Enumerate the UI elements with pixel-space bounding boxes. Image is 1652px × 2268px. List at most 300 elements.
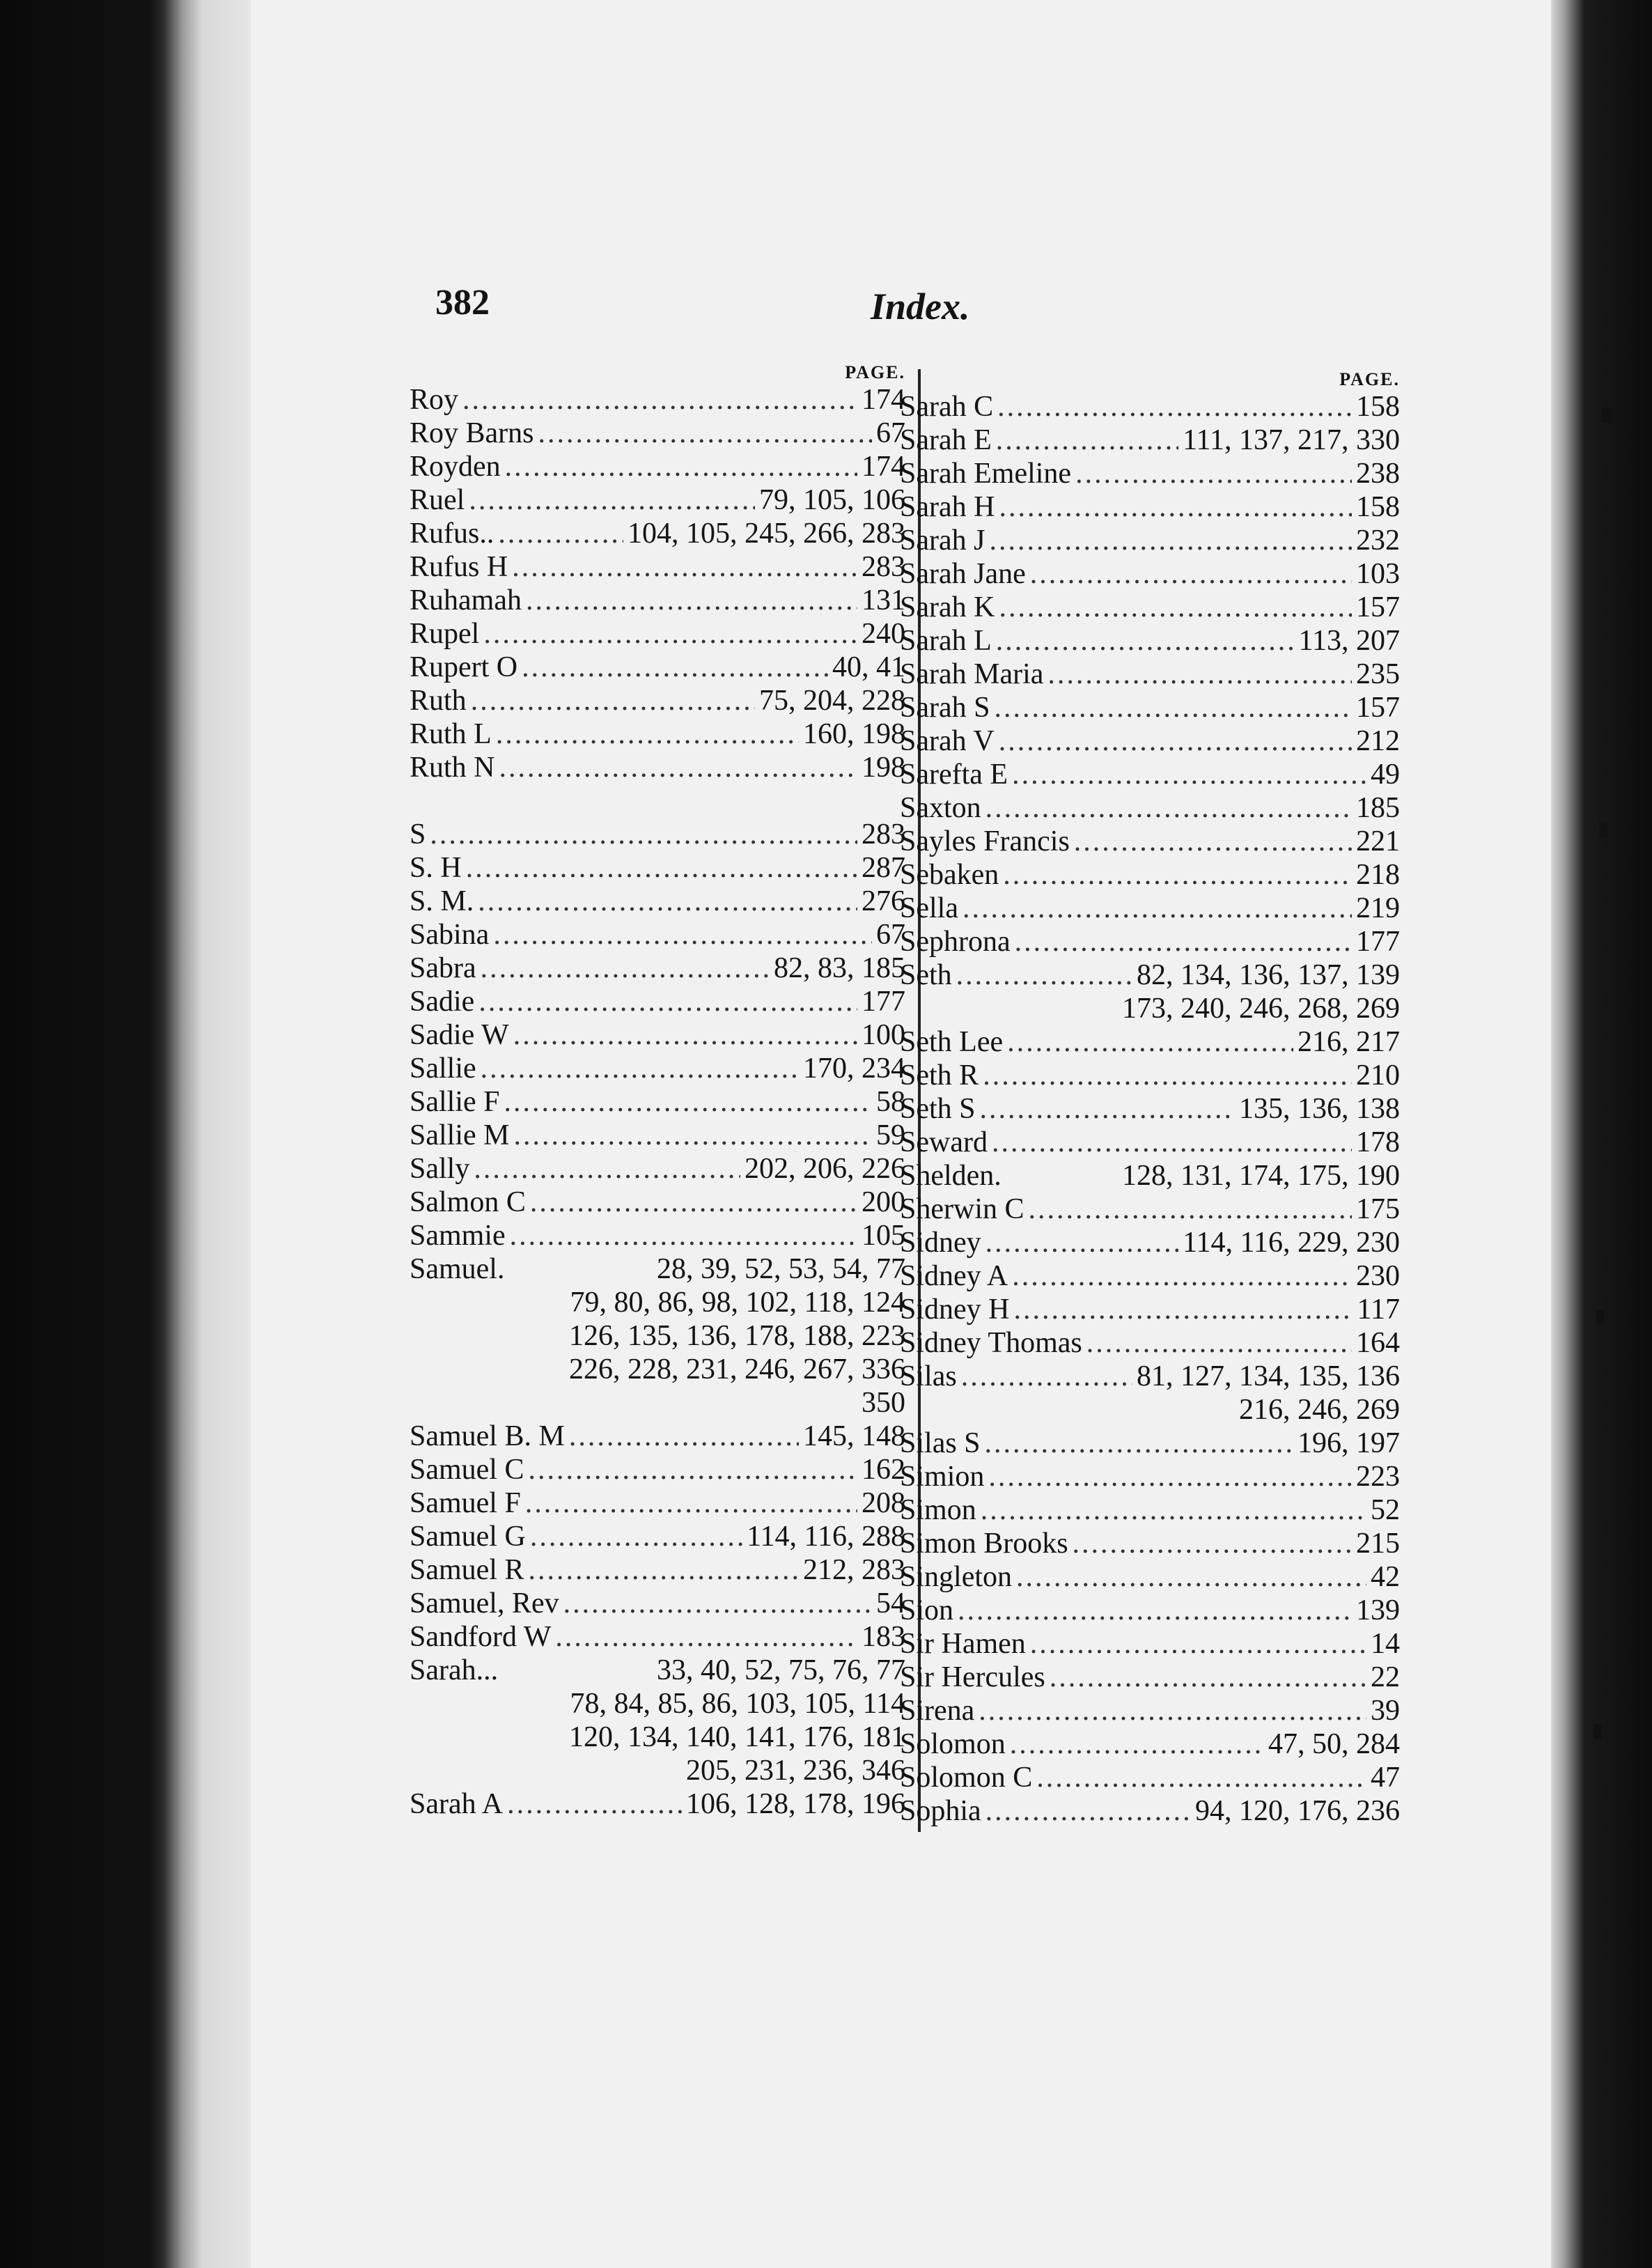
index-entry: [900, 1226, 1400, 1259]
dot-leader: [513, 1018, 857, 1052]
index-entry-name: Sadie W: [410, 1019, 509, 1051]
dot-leader: [478, 885, 857, 918]
index-entry-name: Sarefta E: [900, 759, 1008, 791]
index-continuation-line: [410, 1687, 905, 1721]
index-entry: [410, 1219, 905, 1252]
index-entry: [410, 1119, 905, 1152]
index-entry-name: Rupert O: [410, 651, 518, 683]
dot-leader: [963, 892, 1352, 925]
index-entry-name: Sir Hamen: [900, 1628, 1026, 1660]
index-entry-name: Samuel, Rev: [410, 1587, 559, 1620]
index-entry: [410, 651, 905, 684]
margin-mark: [1596, 1310, 1605, 1325]
index-entry: [900, 457, 1400, 490]
dot-leader: [507, 1787, 682, 1821]
index-entry-name: Sandford W: [410, 1621, 552, 1653]
index-entry: [900, 1360, 1400, 1393]
index-entry-name: Ruth L: [410, 718, 492, 750]
index-entry: [900, 1560, 1400, 1594]
index-entry: [410, 1252, 905, 1286]
dot-leader: [995, 691, 1353, 724]
index-page-refs: 240: [862, 618, 905, 650]
index-entry: [900, 557, 1400, 591]
index-entry-name: Sarah C: [900, 391, 994, 423]
index-page-refs: 158: [1356, 391, 1400, 423]
index-entry: [900, 1326, 1400, 1360]
index-entry-name: Sarah Emeline: [900, 458, 1072, 490]
dot-leader: [512, 550, 857, 584]
index-entry-name: Seth Lee: [900, 1026, 1004, 1058]
index-continuation-line: [410, 1386, 905, 1420]
index-page-refs: 170, 234: [803, 1053, 905, 1085]
index-page-refs: 33, 40, 52, 75, 76, 77: [657, 1654, 905, 1686]
index-page-refs: 226, 228, 231, 246, 267, 336: [569, 1353, 905, 1385]
dot-leader: [430, 818, 857, 851]
index-page-refs: 200: [862, 1186, 905, 1218]
dot-leader: [1030, 557, 1352, 591]
index-entry: [410, 751, 905, 784]
index-entry: [900, 1193, 1400, 1226]
index-entry-name: Sebaken: [900, 859, 999, 891]
dot-leader: [514, 1119, 873, 1152]
index-page-refs: 103: [1356, 558, 1400, 590]
dot-leader: [481, 1052, 799, 1085]
index-entry: [410, 985, 905, 1018]
index-entry: [410, 1520, 905, 1553]
index-entry: [410, 952, 905, 985]
index-entry: [900, 1794, 1400, 1828]
index-entry-name: Seth S: [900, 1093, 976, 1125]
index-entry: [900, 825, 1400, 858]
index-entry: [410, 1152, 905, 1186]
margin-mark: [1602, 407, 1610, 423]
index-page-refs: 157: [1356, 591, 1400, 623]
index-page-refs: 202, 206, 226: [745, 1153, 905, 1185]
index-entry-name: Ruel: [410, 484, 465, 516]
dot-leader: [992, 1126, 1352, 1159]
dot-leader: [499, 751, 857, 784]
index-page-refs: 75, 204, 228: [759, 685, 905, 717]
dot-leader: [1003, 858, 1352, 892]
index-page-refs: 94, 120, 176, 236: [1195, 1795, 1400, 1827]
index-continuation-line: [410, 1721, 905, 1754]
index-entry: [410, 684, 905, 717]
index-page-refs: 210: [1356, 1059, 1400, 1092]
index-entry-name: Rufus..: [410, 518, 494, 550]
index-entry-name: Sallie M: [410, 1119, 510, 1151]
dot-leader: [1036, 1761, 1366, 1794]
index-page-refs: 114, 116, 229, 230: [1183, 1227, 1400, 1259]
dot-leader: [1016, 1560, 1366, 1594]
index-entry: [900, 1727, 1400, 1761]
index-entry: [900, 390, 1400, 424]
dot-leader: [988, 1460, 1352, 1493]
index-entry: [410, 1654, 905, 1687]
dot-leader: [1007, 1025, 1293, 1059]
index-page-refs: 212, 283: [803, 1554, 905, 1586]
index-page-refs: 145, 148: [803, 1420, 905, 1452]
index-entry-name: Samuel F: [410, 1487, 521, 1519]
index-entry: [410, 851, 905, 885]
dot-leader: [985, 791, 1352, 825]
index-entry-name: Seth: [900, 959, 952, 991]
index-page-refs: 100: [862, 1019, 905, 1051]
index-entry-name: Rupel: [410, 618, 480, 650]
index-entry-name: Singleton: [900, 1561, 1013, 1593]
index-entry-name: Sarah Jane: [900, 558, 1026, 590]
book-edge-right: [1551, 0, 1652, 2268]
dot-leader: [1012, 758, 1366, 791]
index-entry: [900, 658, 1400, 691]
dot-leader: [999, 724, 1352, 758]
index-entry-name: Sayles Francis: [900, 825, 1070, 857]
index-entry-name: Sidney H: [900, 1294, 1010, 1326]
index-entry: [410, 483, 905, 517]
index-entry-name: Ruth: [410, 685, 467, 717]
page-column-heading: PAGE.: [845, 362, 905, 382]
index-page-refs: 177: [862, 986, 905, 1018]
index-entry: [900, 691, 1400, 724]
index-page-refs: 219: [1356, 892, 1400, 924]
index-entry: [410, 1620, 905, 1654]
dot-leader: [569, 1420, 799, 1453]
index-entry: [410, 1186, 905, 1219]
index-entry: [900, 1126, 1400, 1159]
index-page-refs: 173, 240, 246, 268, 269: [1122, 993, 1400, 1025]
index-page-refs: 238: [1356, 458, 1400, 490]
index-page-refs: 120, 134, 140, 141, 176, 181: [569, 1721, 905, 1753]
index-page-refs: 81, 127, 134, 135, 136: [1137, 1360, 1400, 1392]
index-page-refs: 283: [862, 551, 905, 583]
index-entry-name: Sabina: [410, 919, 490, 951]
index-entry: [410, 1018, 905, 1052]
dot-leader: [510, 1219, 857, 1252]
index-entry: [900, 1594, 1400, 1627]
index-entry: [410, 1486, 905, 1520]
index-entry-name: Seth R: [900, 1059, 979, 1092]
index-page-refs: 216, 246, 269: [1239, 1394, 1400, 1426]
index-entry-name: Sammie: [410, 1220, 506, 1252]
index-entry-name: Samuel R: [410, 1554, 524, 1586]
index-entry-name: Sarah V: [900, 725, 995, 757]
index-continuation-line: [410, 1286, 905, 1319]
index-entry-name: Sephrona: [900, 926, 1011, 958]
dot-leader: [529, 1453, 858, 1486]
dot-leader: [555, 1620, 857, 1654]
index-page-refs: 139: [1356, 1594, 1400, 1626]
index-entry-name: Simion: [900, 1461, 985, 1493]
dot-leader: [985, 1794, 1191, 1828]
index-entry-name: Salmon C: [410, 1186, 526, 1218]
index-column-left: [410, 362, 905, 1821]
dot-leader: [979, 1694, 1366, 1727]
dot-leader: [985, 1226, 1178, 1259]
index-entry-name: Sirena: [900, 1695, 975, 1727]
dot-leader: [996, 624, 1295, 658]
dot-leader: [522, 651, 828, 684]
index-entry-name: Sarah L: [900, 625, 992, 657]
index-entry-name: Simon Brooks: [900, 1528, 1068, 1560]
index-entry: [900, 1460, 1400, 1493]
index-page-refs: 157: [1356, 692, 1400, 724]
index-entry: [900, 1159, 1400, 1193]
dot-leader: [956, 958, 1132, 992]
index-entry-name: Saxton: [900, 792, 981, 824]
index-page-refs: 287: [862, 852, 905, 884]
index-entry: [410, 1553, 905, 1587]
page-number: 382: [435, 283, 490, 323]
index-entry-name: Silas S: [900, 1427, 981, 1459]
index-entry: [410, 1453, 905, 1486]
dot-leader: [474, 1152, 740, 1186]
dot-leader: [526, 584, 857, 617]
dot-leader: [1073, 1527, 1352, 1560]
index-page-refs: 82, 83, 185: [774, 952, 905, 984]
index-entry-name: Sion: [900, 1594, 954, 1626]
index-page-refs: 198: [862, 752, 905, 784]
index-entry-name: Samuel.: [410, 1253, 505, 1285]
index-page-refs: 114, 116, 288: [747, 1521, 905, 1553]
index-entry-name: S. M.: [410, 885, 474, 917]
index-entry: [900, 1527, 1400, 1560]
index-entry: [900, 1627, 1400, 1661]
index-page-refs: 58: [876, 1086, 905, 1118]
index-entry: [900, 591, 1400, 624]
index-entry-name: Seward: [900, 1126, 988, 1158]
index-entry: [410, 885, 905, 918]
index-entry: [410, 717, 905, 751]
dot-leader: [1086, 1326, 1352, 1360]
dot-leader: [563, 1587, 872, 1620]
index-entry-name: Sarah E: [900, 424, 992, 456]
index-page-refs: 158: [1356, 491, 1400, 523]
dot-leader: [983, 1059, 1352, 1092]
index-page-refs: 47: [1371, 1762, 1400, 1794]
index-page-refs: 82, 134, 136, 137, 139: [1137, 959, 1400, 991]
index-page-refs: 67: [876, 417, 905, 449]
index-entry-name: Sarah A: [410, 1788, 504, 1820]
index-page-refs: 174: [862, 384, 905, 416]
index-page-refs: 216, 217: [1298, 1026, 1400, 1058]
index-entry-name: S: [410, 818, 426, 850]
index-page-refs: 126, 135, 136, 178, 188, 223: [569, 1320, 905, 1352]
index-entry: [410, 584, 905, 617]
index-entry: [900, 858, 1400, 892]
index-page-refs: 67: [876, 919, 905, 951]
index-page-refs: 105: [862, 1220, 905, 1252]
index-entry: [410, 1787, 905, 1821]
index-page-refs: 276: [862, 885, 905, 917]
index-entry: [410, 1052, 905, 1085]
index-entry: [900, 1427, 1400, 1460]
index-entry-name: Sarah Maria: [900, 658, 1044, 690]
index-entry: [900, 1092, 1400, 1126]
index-entry: [900, 1493, 1400, 1527]
index-entry: [410, 383, 905, 417]
running-title: Index.: [871, 286, 970, 327]
dot-leader: [483, 617, 857, 651]
index-page-refs: 128, 131, 174, 175, 190: [1122, 1160, 1400, 1192]
index-entry-name: Ruth N: [410, 752, 495, 784]
dot-leader: [478, 985, 857, 1018]
index-entry: [410, 1085, 905, 1119]
index-page-refs: 54: [876, 1587, 905, 1620]
index-entry: [900, 892, 1400, 925]
index-entry-name: Sadie: [410, 986, 475, 1018]
index-page-refs: 78, 84, 85, 86, 103, 105, 114: [570, 1688, 905, 1720]
index-page-refs: 79, 105, 106: [759, 484, 905, 516]
index-entry: [410, 918, 905, 952]
dot-leader: [538, 417, 873, 450]
index-entry: [410, 550, 905, 584]
book-gutter-left: [0, 0, 251, 2268]
page-column-heading: PAGE.: [1339, 369, 1400, 389]
index-entry-name: Sallie F: [410, 1086, 500, 1118]
index-entry: [410, 1587, 905, 1620]
index-page-refs: 40, 41: [832, 651, 905, 683]
dot-leader: [1014, 1293, 1353, 1326]
dot-leader: [997, 390, 1352, 424]
index-entry-name: Sherwin C: [900, 1193, 1024, 1225]
index-page-refs: 113, 207: [1298, 625, 1400, 657]
index-entry-name: Silas: [900, 1360, 957, 1392]
index-page-refs: 42: [1371, 1561, 1400, 1593]
running-header: [425, 268, 1372, 331]
dot-leader: [481, 952, 770, 985]
dot-leader: [498, 517, 623, 550]
index-page-refs: 59: [876, 1119, 905, 1151]
index-list-left: [410, 383, 905, 1821]
index-page-refs: 223: [1356, 1461, 1400, 1493]
margin-mark: [1599, 822, 1607, 837]
index-entry: [410, 1420, 905, 1453]
index-page-refs: 52: [1371, 1494, 1400, 1526]
dot-leader: [1030, 1627, 1366, 1661]
index-entry-name: Sally: [410, 1153, 470, 1185]
index-continuation-line: [900, 992, 1400, 1025]
index-entry-name: Sella: [900, 892, 958, 924]
dot-leader: [1074, 825, 1352, 858]
dot-leader: [1047, 658, 1352, 691]
index-entry-name: Sophia: [900, 1795, 981, 1827]
dot-leader: [1050, 1661, 1366, 1694]
index-entry-name: Sallie: [410, 1053, 476, 1085]
index-page-refs: 212: [1356, 725, 1400, 757]
index-entry-name: Sarah J: [900, 525, 985, 557]
index-entry-name: Sidney A: [900, 1260, 1008, 1292]
index-entry-name: Shelden.: [900, 1160, 1002, 1192]
index-page-refs: 111, 137, 217, 330: [1183, 424, 1400, 456]
dot-leader: [980, 1092, 1235, 1126]
dot-leader: [496, 717, 799, 751]
index-list-right: [900, 390, 1400, 1828]
index-gap: [410, 784, 905, 818]
dot-leader: [981, 1493, 1366, 1527]
index-entry-name: Sidney Thomas: [900, 1327, 1082, 1359]
index-entry-name: Sidney: [900, 1227, 981, 1259]
index-entry-name: Royden: [410, 451, 501, 483]
index-page-refs: 39: [1371, 1695, 1400, 1727]
index-page-refs: 47, 50, 284: [1268, 1728, 1400, 1760]
index-page-refs: 175: [1356, 1193, 1400, 1225]
index-entry: [900, 958, 1400, 992]
index-entry: [900, 424, 1400, 457]
dot-leader: [1015, 925, 1352, 958]
index-entry: [900, 524, 1400, 557]
index-entry: [900, 1661, 1400, 1694]
dot-leader: [466, 851, 857, 885]
index-entry-name: Roy: [410, 384, 459, 416]
index-entry-name: Ruhamah: [410, 584, 522, 616]
index-page-refs: 218: [1356, 859, 1400, 891]
index-entry-name: Roy Barns: [410, 417, 534, 449]
index-entry: [900, 1694, 1400, 1727]
index-page-refs: 177: [1356, 926, 1400, 958]
dot-leader: [989, 524, 1352, 557]
dot-leader: [1010, 1727, 1264, 1761]
dot-leader: [505, 450, 857, 483]
index-entry-name: Samuel C: [410, 1454, 524, 1486]
index-entry: [900, 1761, 1400, 1794]
index-page-refs: 235: [1356, 658, 1400, 690]
index-page-refs: 178: [1356, 1126, 1400, 1158]
index-page-refs: 283: [862, 818, 905, 850]
index-entry: [900, 925, 1400, 958]
index-entry: [900, 791, 1400, 825]
dot-leader: [961, 1360, 1132, 1393]
index-entry: [410, 417, 905, 450]
dot-leader: [1075, 457, 1352, 490]
index-page-refs: 232: [1356, 525, 1400, 557]
dot-leader: [530, 1186, 857, 1219]
dot-leader: [530, 1520, 742, 1553]
index-entry: [900, 1293, 1400, 1326]
index-page-refs: 221: [1356, 825, 1400, 857]
dot-leader: [525, 1486, 857, 1520]
index-continuation-line: [410, 1319, 905, 1353]
index-entry: [410, 517, 905, 550]
index-entry: [900, 1259, 1400, 1293]
index-page-refs: 205, 231, 236, 346: [686, 1755, 905, 1787]
index-entry: [900, 1025, 1400, 1059]
dot-leader: [504, 1085, 872, 1119]
index-page-refs: 196, 197: [1298, 1427, 1400, 1459]
index-page-refs: 49: [1371, 759, 1400, 791]
margin-mark: [1593, 1724, 1602, 1739]
index-page-refs: 350: [862, 1387, 905, 1419]
index-page-refs: 208: [862, 1487, 905, 1519]
index-page-refs: 185: [1356, 792, 1400, 824]
index-continuation-line: [410, 1754, 905, 1787]
index-entry-name: Sarah K: [900, 591, 995, 623]
dot-leader: [1012, 1259, 1352, 1293]
index-page-refs: 117: [1357, 1294, 1400, 1326]
index-page-refs: 183: [862, 1621, 905, 1653]
index-page-refs: 135, 136, 138: [1239, 1093, 1400, 1125]
dot-leader: [529, 1553, 800, 1587]
index-entry-name: Solomon C: [900, 1762, 1033, 1794]
index-entry-name: Sir Hercules: [900, 1661, 1045, 1693]
index-page-refs: 22: [1371, 1661, 1400, 1693]
index-entry-name: Sarah H: [900, 491, 995, 523]
index-page-refs: 79, 80, 86, 98, 102, 118, 124: [570, 1287, 905, 1319]
dot-leader: [462, 383, 857, 417]
index-entry-name: S. H: [410, 852, 462, 884]
index-page-refs: 160, 198: [803, 718, 905, 750]
index-entry-name: Rufus H: [410, 551, 508, 583]
index-entry-name: Solomon: [900, 1728, 1006, 1760]
index-entry-name: Sarah S: [900, 692, 990, 724]
